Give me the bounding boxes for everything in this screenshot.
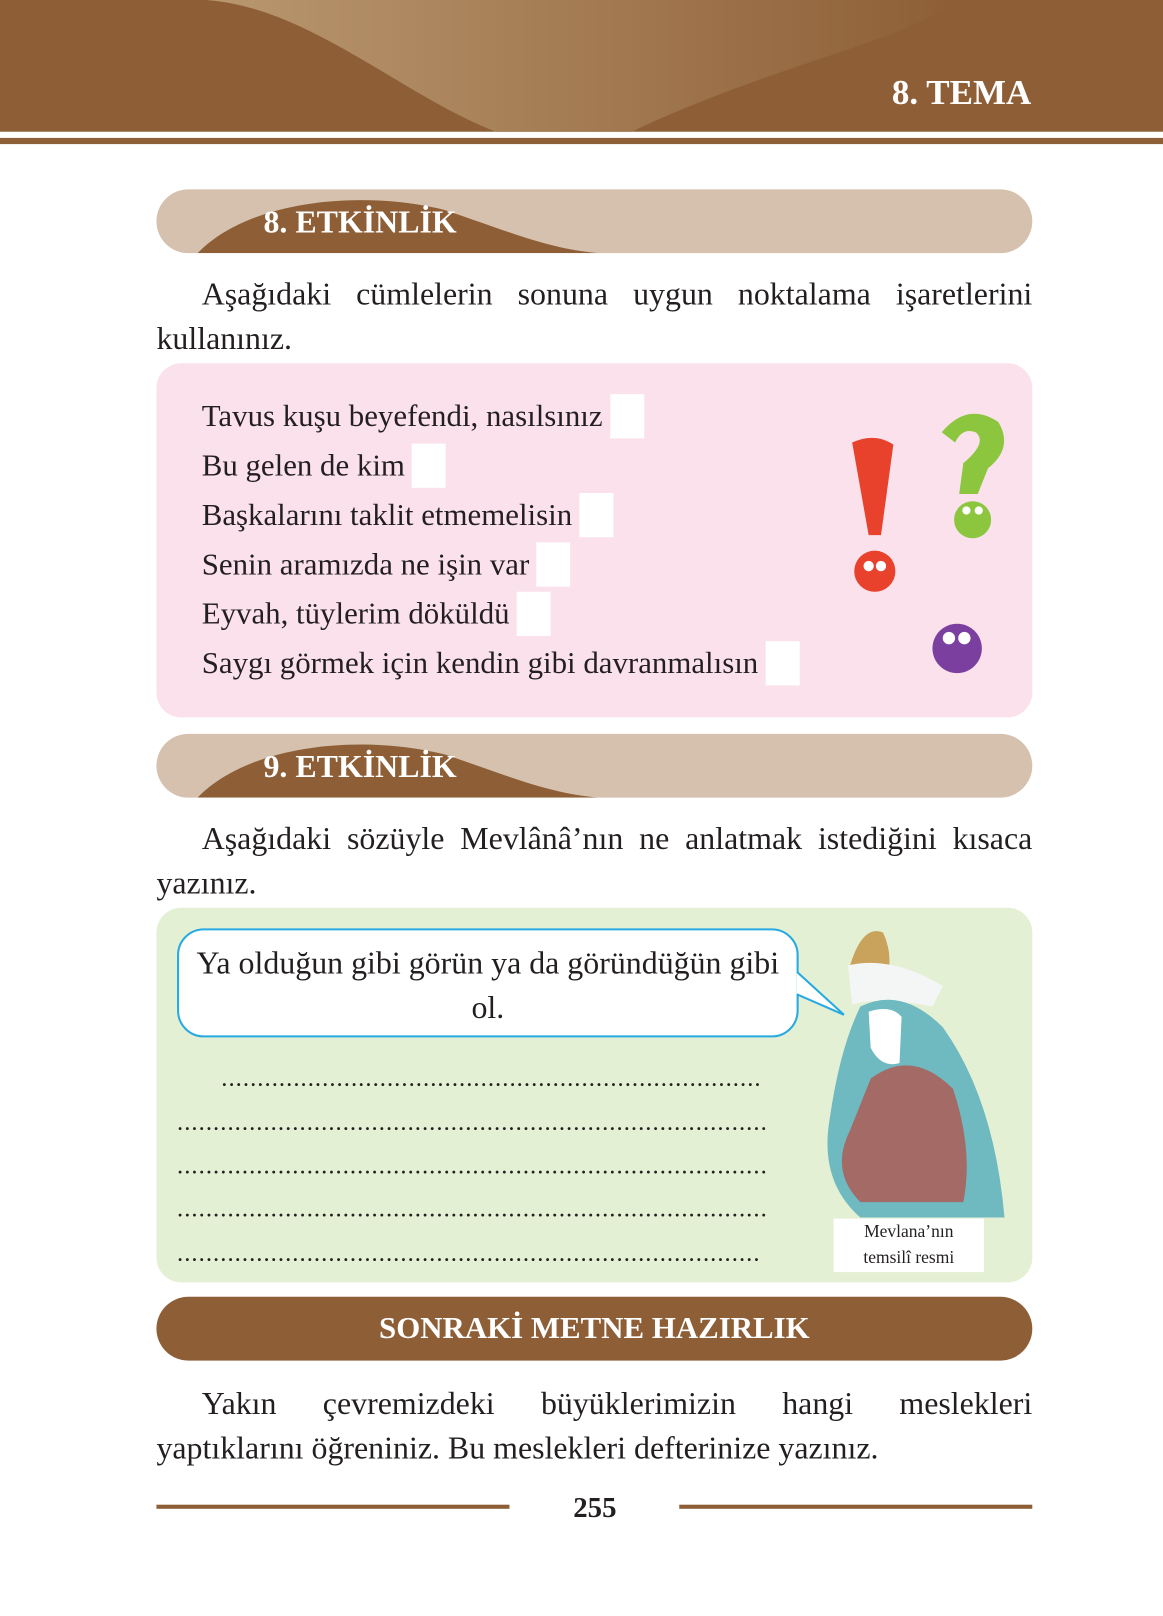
activity-9-instruction: Aşağıdaki sözüyle Mevlânâ’nın ne anlatmak istediğini kısaca yazınız. [156,820,1033,901]
activity-8-header [156,189,1032,253]
answer-line-1[interactable]: ........................................................................... [221,1065,762,1092]
sentence-4: Senin aramızda ne işin var [202,542,571,586]
sentence-1: Tavus kuşu beyefendi, nasılsınız [202,394,644,438]
quote-speech-bubble: Ya olduğun gibi görün ya da göründüğün gibi ol. [177,928,799,1037]
next-text-preparation-header: SONRAKİ METNE HAZIRLIK [156,1297,1032,1361]
punctuation-blank[interactable] [412,444,446,488]
activity-9-title: 9. ETKİNLİK [263,748,457,785]
punctuation-blank[interactable] [536,542,570,586]
activity-9-header [156,734,1032,798]
punctuation-blank[interactable] [517,592,551,636]
answer-line-5[interactable]: ................................................................................. [177,1240,761,1267]
question-mark-icon [942,414,1004,539]
punctuation-blank[interactable] [579,493,613,537]
answer-line-3[interactable]: .................................................................................. [177,1152,768,1180]
answer-line-2[interactable]: .................................................................................. [177,1109,768,1137]
exclamation-mark-icon [852,438,895,592]
sentence-2: Bu gelen de kim [202,444,446,488]
answer-line-4[interactable]: .................................................................................. [177,1195,768,1223]
theme-title: 8. TEMA [891,74,1032,113]
activity-8-title: 8. ETKİNLİK [263,203,457,240]
activity-8-instruction: Aşağıdaki cümlelerin sonuna uygun noktalama işaretlerini kullanınız. [156,275,1033,357]
next-text-preparation-text: Yakın çevremizdeki büyüklerimizin hangi meslekleri yaptıklarını öğreniniz. Bu meslekleri defterinize yazınız. [156,1385,1033,1466]
header-rule [0,138,1163,144]
punctuation-blank[interactable] [610,394,644,438]
footer-rule-right [679,1505,1032,1509]
punctuation-blank[interactable] [765,641,799,685]
purple-dot-character-icon [932,624,981,673]
mevlana-portrait-illustration [819,924,1008,1222]
punctuation-characters-illustration [823,401,1029,689]
footer-rule-left [156,1505,509,1509]
sentence-5: Eyvah, tüylerim döküldü [202,592,551,636]
sentence-6: Saygı görmek için kendin gibi davranmalısın [202,641,800,685]
sentence-3: Başkalarını taklit etmemelisin [202,493,614,537]
page-number: 255 [573,1492,617,1525]
portrait-caption: Mevlana’nın temsilî resmi [834,1219,984,1273]
